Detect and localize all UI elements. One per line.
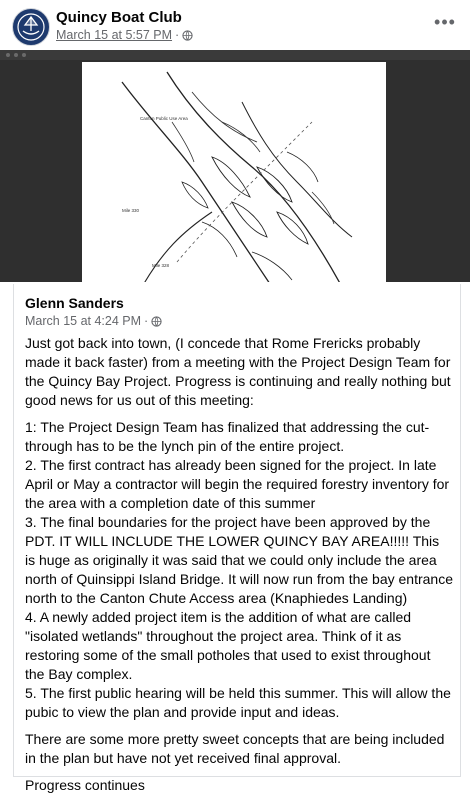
page-name[interactable]: Quincy Boat Club (56, 9, 182, 26)
river-map-figure (82, 62, 386, 282)
post-image[interactable] (0, 50, 470, 282)
post-closing: There are some more pretty sweet concepts that are being included in the plan but have not yet received final approval. (25, 731, 445, 766)
globe-icon (182, 30, 193, 41)
meta-separator: · (144, 314, 149, 328)
meta-separator: · (175, 28, 180, 42)
map-label-canton: Canton Public Use Area (140, 116, 188, 121)
shared-post-author[interactable]: Glenn Sanders (25, 295, 124, 311)
post-signoff: Progress continues (25, 777, 145, 793)
pdf-viewer-toolbar (0, 50, 470, 60)
shared-post-timestamp[interactable]: March 15 at 4:24 PM (25, 314, 142, 328)
club-logo-icon (13, 9, 49, 45)
shared-post-meta (25, 314, 162, 328)
post-meta (56, 28, 193, 42)
post-intro: Just got back into town, (I concede that Rome Frericks probably made it back faster) from a meeting with the Project Design Team for the Quincy Bay Project. Progress is continuing and really nothing but good news for us out of this meeting: (25, 335, 451, 408)
list-item: 2. The first contract has already been signed for the project. In late April or May a contractor will begin the required forestry inventory for the area with a completion date of this summer (25, 457, 450, 511)
post-list (25, 418, 453, 722)
globe-icon (151, 316, 162, 327)
map-label-mile-330: Mile 330 (122, 208, 140, 213)
map-document-page (82, 62, 386, 282)
list-item: 4. A newly added project item is the addition of what are called "isolated wetlands" throughout the project area. Think of it as restoring some of the small potholes that used to exist throughout the Bay complex. (25, 609, 431, 682)
more-options-button[interactable]: ••• (434, 11, 456, 32)
list-item: 5. The first public hearing will be held this summer. This will allow the pubic to view the plan and provide input and ideas. (25, 685, 451, 720)
page-avatar[interactable] (12, 8, 50, 46)
list-item: 3. The final boundaries for the project have been approved by the PDT. IT WILL INCLUDE THE LOWER QUINCY BAY AREA!!!!! This is huge as originally it was said that we could only include the area north of Quinsippi Island Bridge. It will now run from the bay entrance north to the Canton Chute Access area (Knaphiedes Landing) (25, 514, 453, 606)
post-header (0, 0, 470, 50)
map-label-mile-328: Mile 328 (152, 263, 170, 268)
list-item: 1: The Project Design Team has finalized that addressing the cut-through has to be the lynch pin of the entire project. (25, 419, 430, 454)
shared-post-body (25, 334, 453, 803)
post-timestamp[interactable]: March 15 at 5:57 PM (56, 28, 173, 42)
